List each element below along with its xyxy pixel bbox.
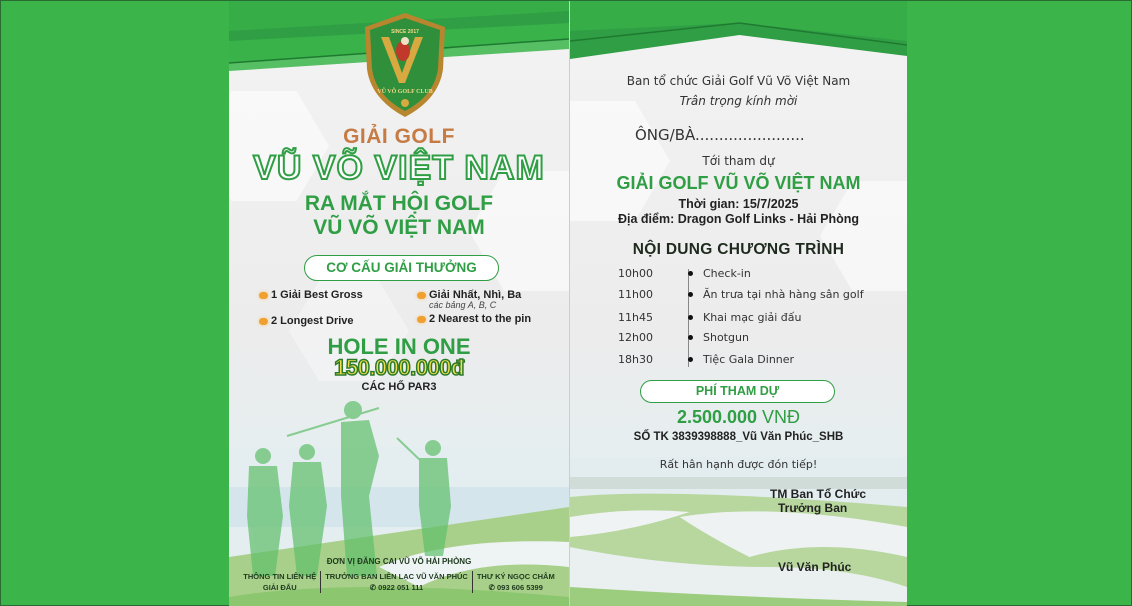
event-time: Thời gian: 15/7/2025 <box>678 197 799 211</box>
contact-2: THƯ KÝ NGỌC CHÂM ✆ 093 606 5399 <box>472 571 559 593</box>
subtitle-line-1: RA MẮT HỘI GOLF <box>304 192 494 215</box>
event-title-large: VŨ VÕ VIỆT NAM <box>253 149 545 187</box>
attend-text: Tới tham dự <box>702 154 775 168</box>
subtitle-line-2: VŨ VÕ VIỆT NAM <box>313 216 485 239</box>
prize-item: Giải Nhất, Nhì, Ba các bảng A, B, C <box>417 289 521 310</box>
bullet-icon <box>259 318 268 325</box>
schedule-row: 11h00 Ăn trưa tại nhà hàng sân golf <box>618 288 864 301</box>
svg-text:VŨ VÕ GOLF CLUB: VŨ VÕ GOLF CLUB <box>377 89 433 95</box>
bullet-icon <box>417 316 426 323</box>
contact-footer <box>229 571 569 593</box>
schedule-row: 12h00 Shotgun <box>618 331 749 344</box>
prize-item: 2 Longest Drive <box>259 315 354 327</box>
invitation-back-panel <box>569 1 907 606</box>
timeline-dot-icon <box>688 335 693 340</box>
timeline-dot-icon <box>688 271 693 276</box>
fee-amount: 2.500.000 VNĐ <box>676 407 801 427</box>
schedule-row: 11h45 Khai mạc giải đấu <box>618 311 802 324</box>
event-name: GIẢI GOLF VŨ VÕ VIỆT NAM <box>616 173 861 193</box>
phone-icon: ✆ <box>369 583 379 592</box>
prize-item: 2 Nearest to the pin <box>417 313 531 325</box>
guest-name-field: ÔNG/BÀ....................... <box>635 126 805 144</box>
timeline-dot-icon <box>688 357 693 362</box>
golf-course-image <box>570 457 907 606</box>
phone-icon: ✆ <box>488 583 498 592</box>
signature-role: Trưởng Ban <box>778 501 848 515</box>
hole-in-one-title: HOLE IN ONE <box>327 334 471 359</box>
svg-text:SINCE 2017: SINCE 2017 <box>391 29 419 35</box>
schedule-row: 10h00 Check-in <box>618 267 751 280</box>
invitation-text: Trân trọng kính mời <box>679 94 798 108</box>
event-location: Địa điểm: Dragon Golf Links - Hải Phòng <box>618 212 859 226</box>
organizer-text: Ban tổ chức Giải Golf Vũ Võ Việt Nam <box>626 74 851 88</box>
golfer-silhouettes-icon <box>229 396 569 576</box>
contact-label: THÔNG TIN LIÊN HỆ GIẢI ĐẤU <box>243 572 317 592</box>
event-title-small: GIẢI GOLF <box>343 125 455 148</box>
schedule-row: 18h30 Tiệc Gala Dinner <box>618 353 795 366</box>
signature-title: TM Ban Tổ Chức <box>770 487 867 501</box>
timeline-dot-icon <box>688 292 693 297</box>
contact-1: TRƯỞNG BAN LIÊN LẠC VŨ VĂN PHÚC ✆ 0922 051 111 <box>320 571 472 593</box>
club-logo-icon <box>363 11 447 119</box>
welcome-text: Rất hân hạnh được đón tiếp! <box>659 458 818 471</box>
prize-structure-header: CƠ CẤU GIẢI THƯỞNG <box>304 255 499 281</box>
bank-account: SỐ TK 3839398888_Vũ Văn Phúc_SHB <box>633 431 844 443</box>
invitation-front-panel <box>229 1 569 606</box>
fee-header: PHÍ THAM DỰ <box>640 380 835 403</box>
prize-item: 1 Giải Best Gross <box>259 289 363 301</box>
timeline-dot-icon <box>688 315 693 320</box>
signer-name: Vũ Văn Phúc <box>778 560 852 574</box>
bullet-icon <box>259 292 268 299</box>
hole-in-one-prize: 150.000.000đ <box>334 355 464 380</box>
green-ribbon-banner <box>570 1 907 71</box>
host-organization: ĐƠN VỊ ĐĂNG CAI VŨ VÕ HẢI PHÒNG <box>326 557 472 566</box>
bullet-icon <box>417 292 426 299</box>
hole-in-one-note: CÁC HỐ PAR3 <box>361 381 437 393</box>
program-header: NỘI DUNG CHƯƠNG TRÌNH <box>632 241 845 258</box>
